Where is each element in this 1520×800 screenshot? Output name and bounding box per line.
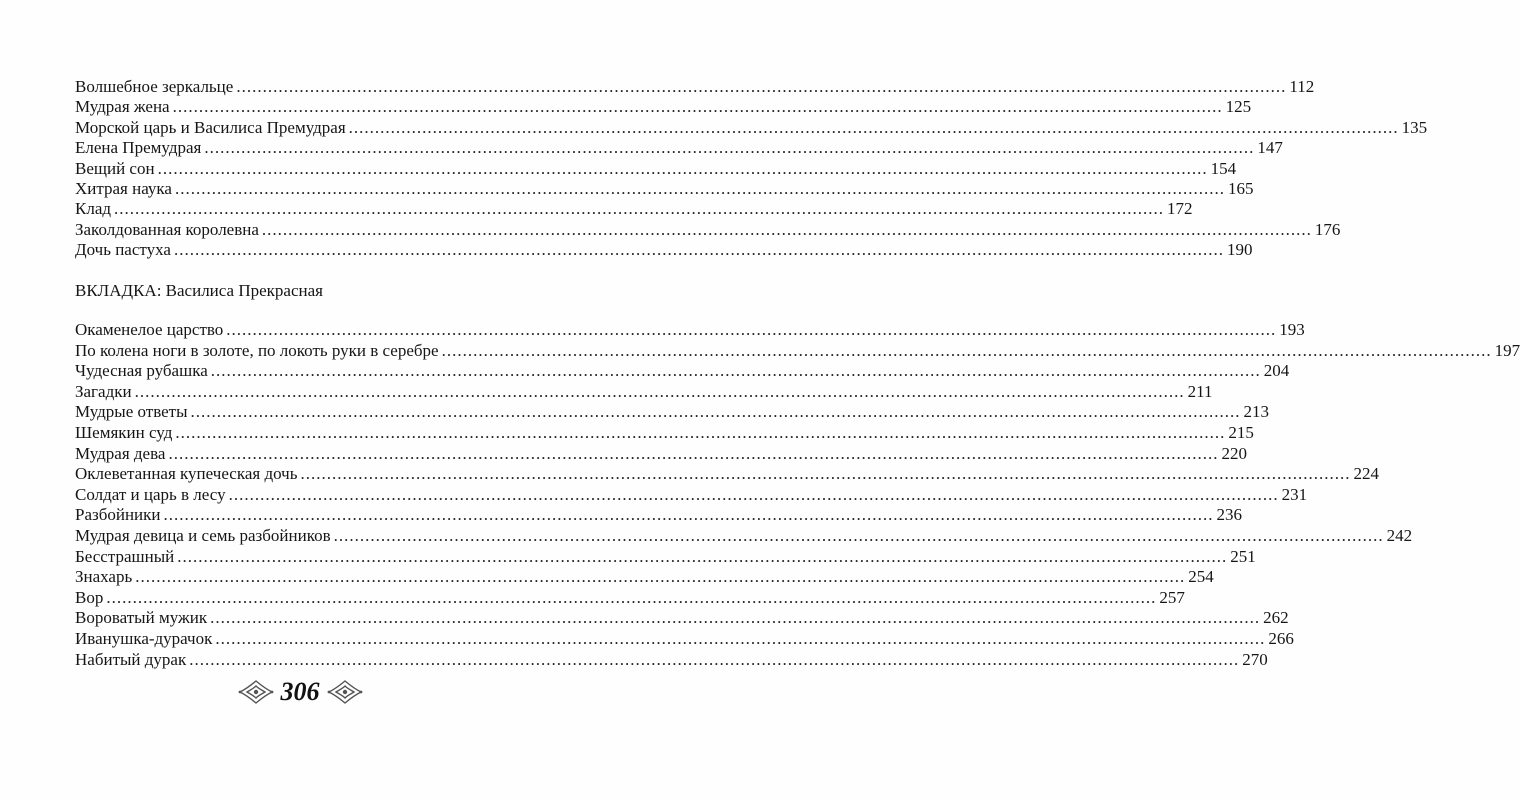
toc-entry [75,649,1268,671]
toc-leader-dots: ........................................................................................................................................................................................................ [157,158,1208,178]
toc-leader-dots: ........................................................................................................................................................................................................ [333,525,1384,545]
toc-entry-page: 254 [1188,567,1214,587]
toc-entry [75,77,1315,97]
toc-leader-dots: ........................................................................................................................................................................................................ [135,567,1186,587]
toc-entry-page: 135 [1401,117,1428,137]
toc-entry-title: Шемякин суд [75,422,173,442]
toc-entry [75,546,1256,568]
toc-entry-title: Морской царь и Василиса Премудрая [75,117,346,137]
toc-leader-dots: ........................................................................................................................................................................................................ [348,117,1399,137]
toc-entry-page: 112 [1289,77,1315,96]
toc-entry-page: 220 [1221,443,1247,463]
toc-entry-page: 190 [1226,240,1253,260]
toc-leader-dots: ........................................................................................................................................................................................................ [210,361,1261,381]
toc-entry-page: 176 [1314,219,1341,239]
toc-leader-dots: ........................................................................................................................................................................................................ [114,199,1165,219]
toc-entry [75,402,1270,423]
toc-entry-page: 172 [1167,199,1193,219]
toc-leader-dots: ........................................................................................................................................................................................................ [172,97,1223,117]
toc-entry-page: 231 [1281,484,1308,504]
toc-entry [75,178,1254,199]
toc-leader-dots: ........................................................................................................................................................................................................ [173,240,1224,260]
toc-leader-dots: ........................................................................................................................................................................................................ [204,138,1255,158]
toc-entry [75,608,1289,629]
toc-entry-title: Бесстрашный [75,546,175,566]
toc-leader-dots: ........................................................................................................................................................................................................ [226,320,1277,339]
toc-leader-dots: ........................................................................................................................................................................................................ [168,443,1219,463]
toc-entry-page: 215 [1228,422,1254,442]
toc-entry [75,505,1243,526]
toc-entry-page: 270 [1242,649,1268,669]
toc-entry-title: Елена Премудрая [75,138,202,158]
toc-leader-dots: ........................................................................................................................................................................................................ [261,219,1312,239]
table-of-contents-top [75,77,1428,261]
toc-entry [75,97,1252,117]
toc-entry-page: 224 [1353,464,1379,484]
toc-leader-dots: ........................................................................................................................................................................................................ [134,381,1185,401]
toc-entry-title: Загадки [75,381,132,401]
toc-leader-dots: ........................................................................................................................................................................................................ [175,422,1226,442]
toc-entry-title: Заколдованная королевна [75,219,259,239]
toc-entry [75,525,1413,547]
toc-entry-title: Мудрая жена [75,97,170,117]
toc-entry-title: Окаменелое царство [75,320,224,339]
toc-entry-title: Солдат и царь в лесу [75,484,226,504]
toc-leader-dots: ........................................................................................................................................................................................................ [177,546,1228,566]
toc-entry-page: 154 [1210,158,1237,178]
table-of-contents-bottom [75,320,1520,670]
toc-leader-dots: ........................................................................................................................................................................................................ [215,628,1266,648]
toc-entry [75,361,1290,382]
toc-entry-title: Мудрая дева [75,443,166,463]
toc-entry-title: Вороватый мужик [75,608,208,628]
toc-leader-dots: ........................................................................................................................................................................................................ [190,402,1241,422]
toc-entry-title: Набитый дурак [75,649,187,669]
toc-entry [75,443,1247,465]
toc-leader-dots: ........................................................................................................................................................................................................ [441,340,1492,360]
toc-entry [75,567,1214,588]
toc-entry [75,240,1253,260]
toc-leader-dots: ........................................................................................................................................................................................................ [106,587,1157,607]
toc-leader-dots: ........................................................................................................................................................................................................ [189,649,1240,669]
toc-entry-title: Волшебное зеркальце [75,77,234,96]
toc-entry [75,219,1341,240]
toc-entry-title: Чудесная рубашка [75,361,208,381]
toc-entry [75,138,1283,158]
toc-entry-title: Вор [75,587,104,607]
toc-entry-title: По колена ноги в золоте, по локоть руки в серебре [75,340,439,360]
toc-entry-title: Хитрая наука [75,178,172,198]
toc-entry-page: 197 [1494,340,1520,360]
toc-entry-title: Разбойники [75,505,161,525]
toc-leader-dots: ........................................................................................................................................................................................................ [300,464,1351,484]
toc-entry-page: 262 [1263,608,1289,628]
insert-heading: ВКЛАДКА: Василиса Прекрасная [75,281,323,300]
toc-entry-title: Знахарь [75,567,133,587]
toc-entry [75,381,1213,403]
toc-leader-dots: ........................................................................................................................................................................................................ [163,505,1214,525]
toc-entry-title: Оклеветанная купеческая дочь [75,464,298,484]
toc-entry-page: 125 [1225,97,1252,117]
toc-entry-page: 193 [1279,320,1305,339]
toc-entry-page: 242 [1386,525,1413,545]
page-footer [0,675,600,709]
toc-entry [75,320,1305,341]
toc-entry [75,117,1428,138]
toc-entry-page: 257 [1159,587,1185,607]
toc-entry-page: 213 [1243,402,1270,422]
toc-entry-page: 204 [1263,361,1290,381]
floral-ornament-icon [236,678,276,706]
toc-entry [75,340,1520,362]
toc-entry [75,199,1193,219]
toc-entry-page: 165 [1227,178,1254,198]
toc-entry-title: Вещий сон [75,158,155,178]
floral-ornament-icon [325,678,365,706]
toc-entry-page: 147 [1257,138,1283,158]
toc-entry-title: Мудрые ответы [75,402,188,422]
page-number: 306 [280,677,320,706]
toc-entry-page: 236 [1216,505,1243,525]
toc-leader-dots: ........................................................................................................................................................................................................ [174,178,1225,198]
toc-entry [75,484,1308,506]
toc-entry-title: Мудрая девица и семь разбойников [75,525,331,545]
toc-leader-dots: ........................................................................................................................................................................................................ [236,77,1287,96]
toc-leader-dots: ........................................................................................................................................................................................................ [210,608,1261,628]
toc-entry [75,587,1185,609]
toc-leader-dots: ........................................................................................................................................................................................................ [228,484,1279,504]
toc-entry-page: 251 [1230,546,1256,566]
toc-entry-page: 266 [1268,628,1294,648]
toc-entry [75,158,1237,179]
toc-entry-page: 211 [1187,381,1213,401]
toc-entry [75,422,1254,444]
toc-entry [75,464,1379,485]
toc-entry [75,628,1294,650]
toc-entry-title: Клад [75,199,112,219]
toc-entry-title: Иванушка-дурачок [75,628,213,648]
toc-entry-title: Дочь пастуха [75,240,171,260]
